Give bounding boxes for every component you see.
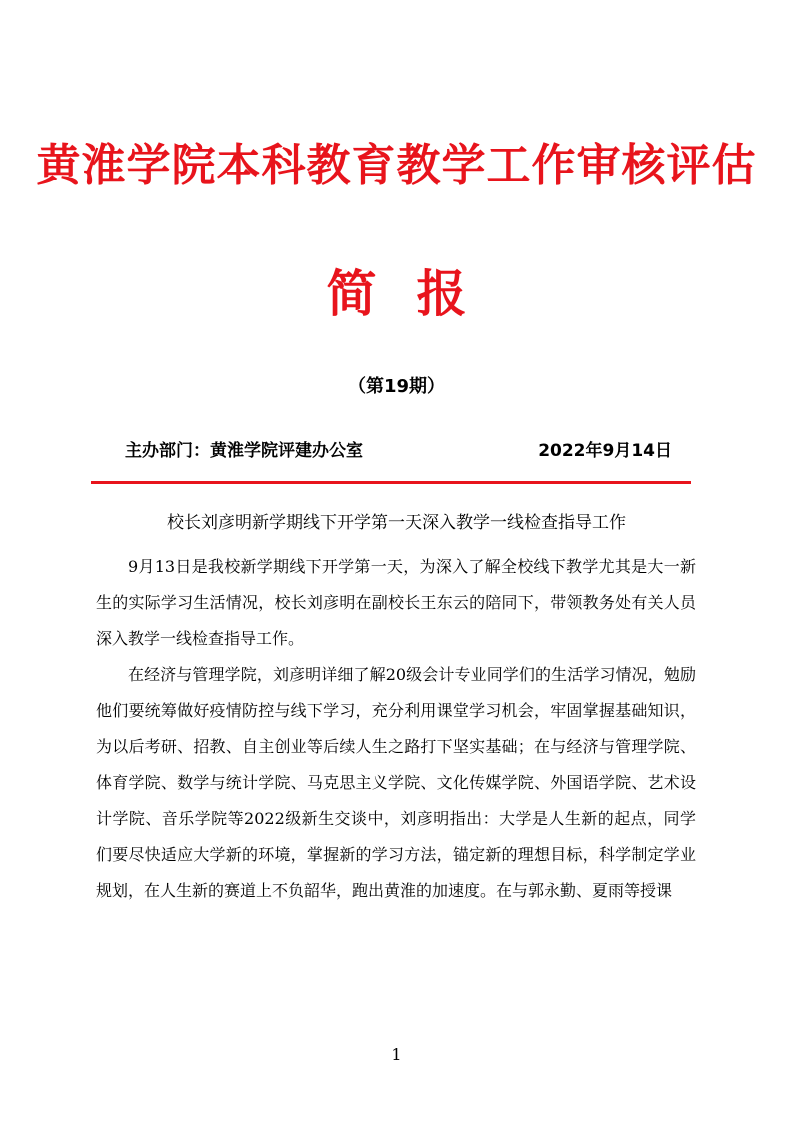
- masthead-title: 黄淮学院本科教育教学工作审核评估: [36, 140, 757, 191]
- page-number: 1: [391, 1045, 402, 1064]
- issue-number: （第19期）: [347, 376, 446, 397]
- masthead-divider: [91, 481, 691, 484]
- sponsor-department: 主办部门：黄淮学院评建办公室: [125, 441, 363, 461]
- article-paragraph: 9月13日是我校新学期线下开学第一天，为深入了解全校线下教学尤其是大一新生的实际学习生活情况，校长刘彦明在副校长王东云的陪同下，带领教务处有关人员深入教学一线检查指导工作。: [96, 557, 696, 648]
- article-body: [96, 549, 696, 909]
- article-title: 校长刘彦明新学期线下开学第一天深入教学一线检查指导工作: [167, 513, 626, 533]
- issue-date: 2022年9月14日: [538, 441, 672, 461]
- article-paragraph: 在经济与管理学院，刘彦明详细了解20级会计专业同学们的生活学习情况，勉励他们要统筹做好疫情防控与线下学习，充分利用课堂学习机会，牢固掌握基础知识，为以后考研、招教、自主创业等后续人生之路打下坚实基础；在与经济与管理学院、体育学院、数学与统计学院、马克思主义学院、文化传媒学院、外国语学院、艺术设计学院、音乐学院等2022级新生交谈中，刘彦明指出：大学是人生新的起点，同学们要尽快适应大学新的环境，掌握新的学习方法，锚定新的理想目标，科学制定学业规划，在人生新的赛道上不负韶华，跑出黄淮的加速度。在与郭永勤、夏雨等授课: [96, 665, 696, 900]
- masthead-subtitle: 简报: [326, 265, 507, 323]
